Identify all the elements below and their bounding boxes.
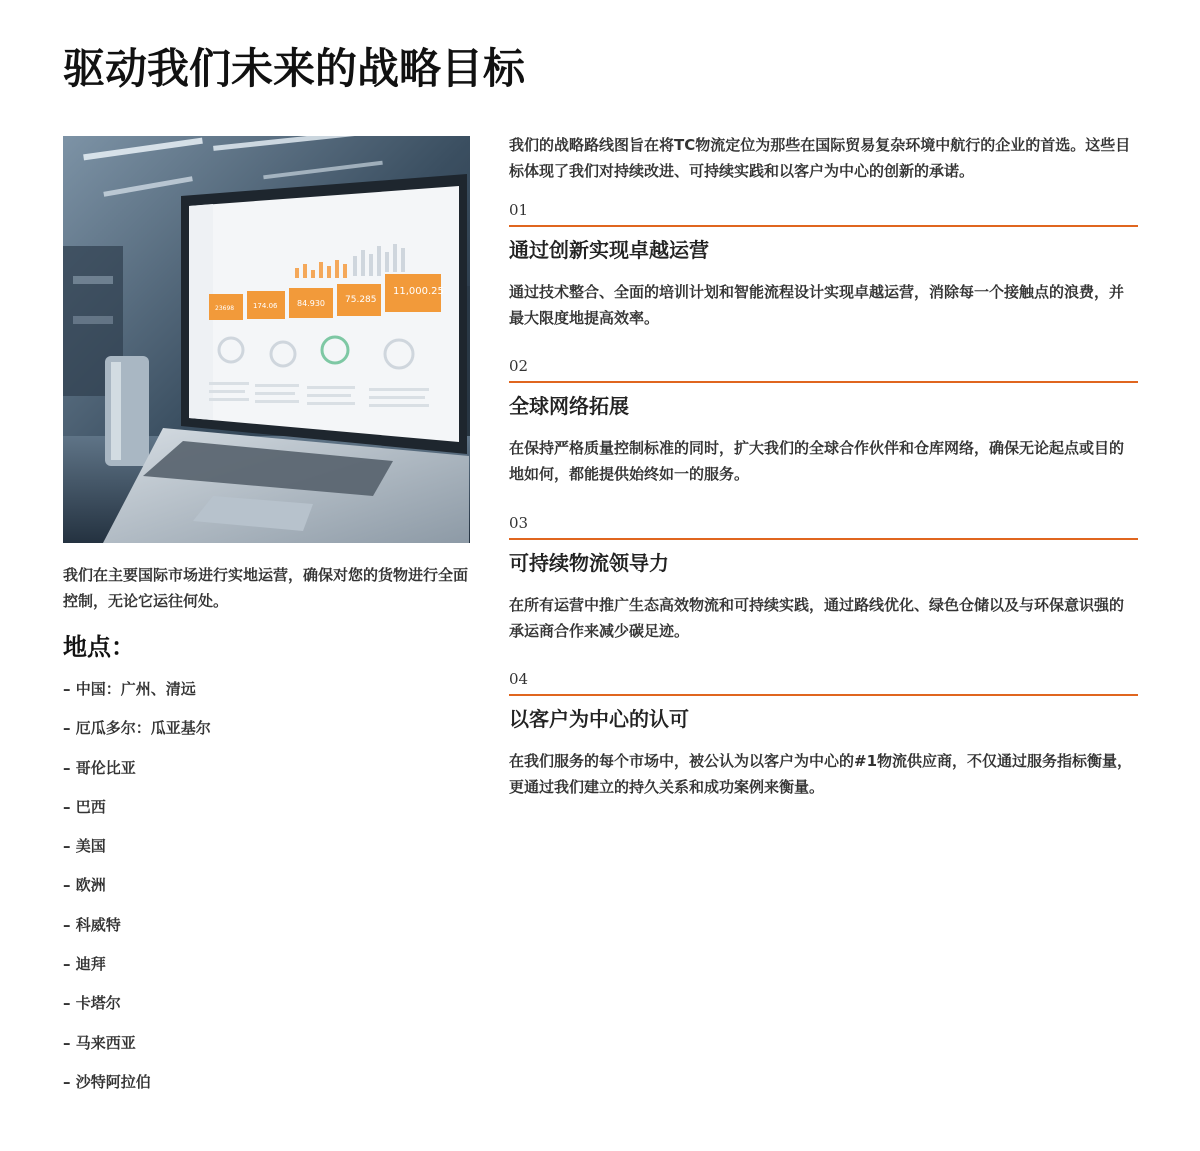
kpi-value: 174.06 [253,302,278,310]
goal-item [509,669,1138,800]
goal-title: 以客户为中心的认可 [509,707,689,731]
hero-image [63,136,470,543]
goal-item [509,200,1138,331]
goal-description: 在我们服务的每个市场中，被公认为以客户为中心的#1物流供应商，不仅通过服务指标衡量，更通过我们建立的持久关系和成功案例来衡量。 [509,752,1133,796]
goal-title: 全球网络拓展 [509,394,629,418]
goal-description: 在所有运营中推广生态高效物流和可持续实践，通过路线优化、绿色仓储以及与环保意识强的承运商合作来减少碳足迹。 [509,596,1125,640]
kpi-value: 75.285 [345,295,377,305]
location-item: – 中国：广州、清远 [63,680,196,698]
goal-item [509,513,1138,644]
laptop-dashboard-illustration [63,136,470,543]
goal-title: 通过创新实现卓越运营 [509,238,709,262]
goal-description: 在保持严格质量控制标准的同时，扩大我们的全球合作伙伴和仓库网络，确保无论起点或目的地如何，都能提供始终如一的服务。 [509,439,1125,483]
location-list [63,678,470,1110]
goal-description: 通过技术整合、全面的培训计划和智能流程设计实现卓越运营，消除每一个接触点的浪费，并最大限度地提高效率。 [509,283,1125,327]
right-column [509,132,1138,796]
location-item: – 哥伦比亚 [63,758,136,777]
location-item: – 欧洲 [63,876,106,895]
kpi-value: 84.930 [297,299,325,308]
location-item: – 卡塔尔 [63,994,121,1013]
location-item: – 厄瓜多尔：瓜亚基尔 [63,719,211,738]
page-title: 驱动我们未来的战略目标 [63,44,526,93]
goal-item [509,356,1138,487]
goal-number: 02 [509,356,1138,383]
location-item: – 美国 [63,837,106,856]
lead-paragraph: 我们的战略路线图旨在将TC物流定位为那些在国际贸易复杂环境中航行的企业的首选。这些目标体现了我们对持续改进、可持续实践和以客户为中心的创新的承诺。 [509,136,1131,180]
location-item: – 沙特阿拉伯 [63,1072,151,1091]
location-item: – 马来西亚 [63,1033,136,1052]
intro-text: 我们在主要国际市场进行实地运营，确保对您的货物进行全面控制，无论它运往何处。 [63,566,469,610]
goal-number: 01 [509,200,1138,227]
goal-number: 03 [509,513,1138,540]
location-item: – 巴西 [63,797,106,816]
goal-number: 04 [509,669,1138,696]
goal-title: 可持续物流领导力 [509,551,669,575]
left-column [63,136,470,1110]
kpi-value: 23698 [215,305,235,312]
kpi-value: 11,000.25 [393,286,444,297]
location-item: – 科威特 [63,915,121,934]
location-item: – 迪拜 [63,955,106,974]
locations-heading: 地点： [63,633,135,661]
